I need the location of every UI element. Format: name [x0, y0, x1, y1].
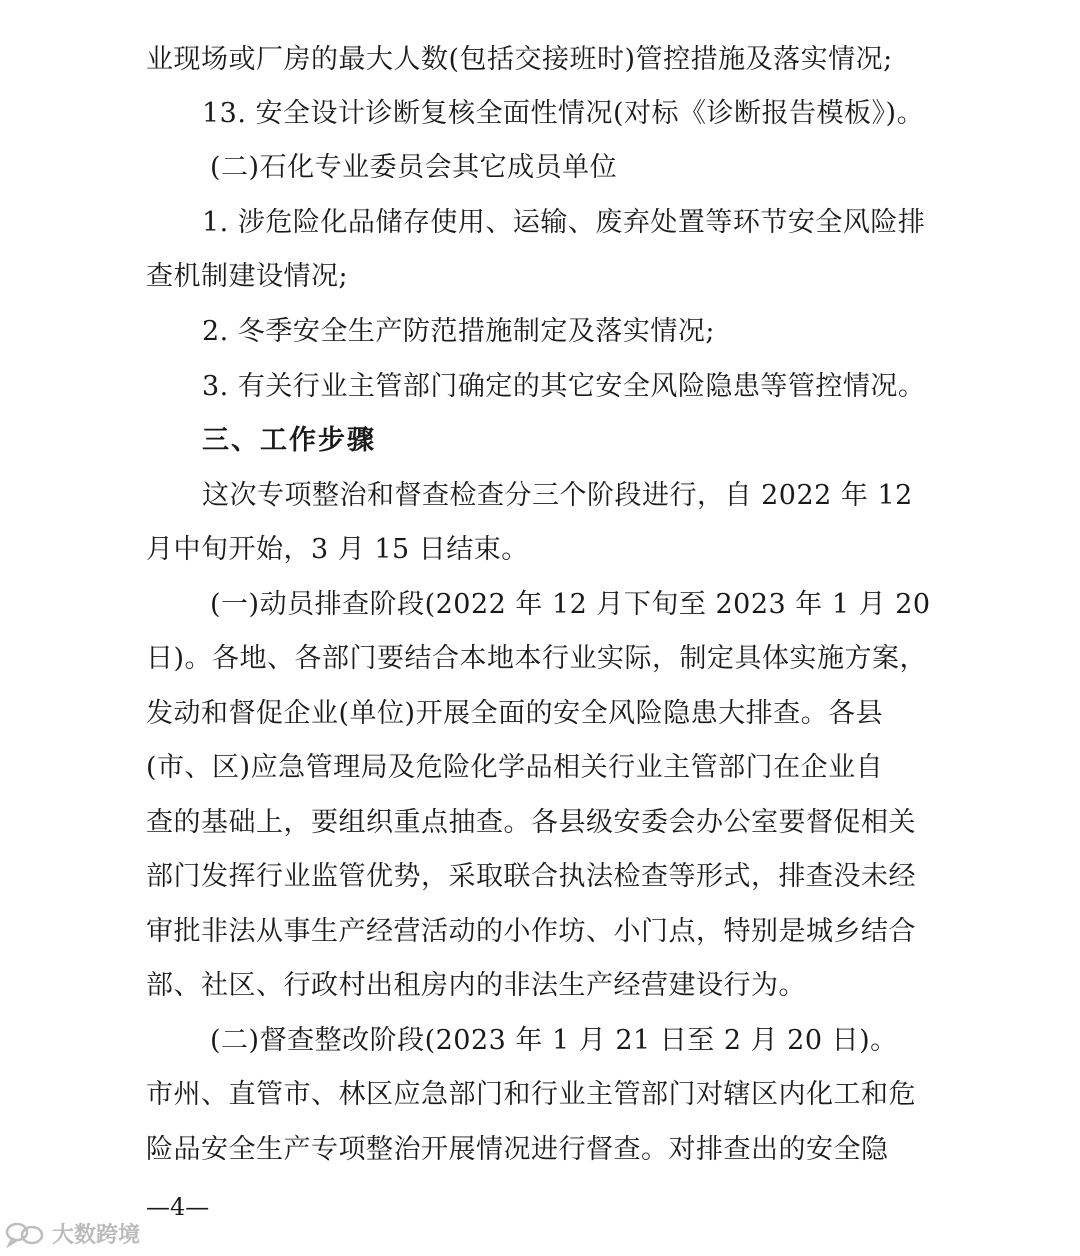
text-line: 险品安全生产专项整治开展情况进行督查。对排查出的安全隐	[146, 1134, 889, 1165]
text-line: (市、区)应急管理局及危险化学品相关行业主管部门在企业自	[146, 752, 884, 783]
text-line: 这次专项整治和督查检查分三个阶段进行，自 2022 年 12	[202, 480, 913, 511]
text-line: 部、社区、行政村出租房内的非法生产经营建设行为。	[146, 970, 806, 1001]
text-line: 查的基础上，要组织重点抽查。各县级安委会办公室要督促相关	[146, 807, 916, 838]
watermark-text: 大数跨境	[52, 1223, 141, 1248]
text-line: 月中旬开始，3 月 15 日结束。	[146, 534, 529, 565]
chat-bubble-logo-icon	[4, 1220, 46, 1248]
section-subheading: (二)石化专业委员会其它成员单位	[210, 152, 618, 183]
text-line: 日)。各地、各部门要结合本地本行业实际，制定具体实施方案，	[146, 643, 928, 674]
text-line: 查机制建设情况;	[146, 261, 349, 292]
text-line: 1. 涉危险化品储存使用、运输、废弃处置等环节安全风险排	[202, 207, 926, 238]
text-line: 业现场或厂房的最大人数(包括交接班时)管控措施及落实情况;	[146, 44, 893, 75]
text-line: 发动和督促企业(单位)开展全面的安全风险隐患大排查。各县	[146, 698, 884, 729]
text-line: 市州、直管市、林区应急部门和行业主管部门对辖区内化工和危	[146, 1079, 916, 1110]
watermark	[4, 1218, 140, 1249]
text-line: 3. 有关行业主管部门确定的其它安全风险隐患等管控情况。	[202, 371, 926, 402]
section-subheading: (二)督查整改阶段(2023 年 1 月 21 日至 2 月 20 日)。	[210, 1025, 898, 1056]
text-line: 13. 安全设计诊断复核全面性情况(对标《诊断报告模板》)。	[202, 98, 925, 129]
page-number: —4—	[146, 1193, 210, 1221]
section-subheading: (一)动员排查阶段(2022 年 12 月下旬至 2023 年 1 月 20	[210, 589, 931, 620]
text-line: 2. 冬季安全生产防范措施制定及落实情况;	[202, 316, 715, 347]
section-heading: 三、工作步骤	[202, 425, 376, 456]
text-line: 部门发挥行业监管优势，采取联合执法检查等形式，排查没未经	[146, 861, 916, 892]
text-line: 审批非法从事生产经营活动的小作坊、小门点，特别是城乡结合	[146, 916, 916, 947]
